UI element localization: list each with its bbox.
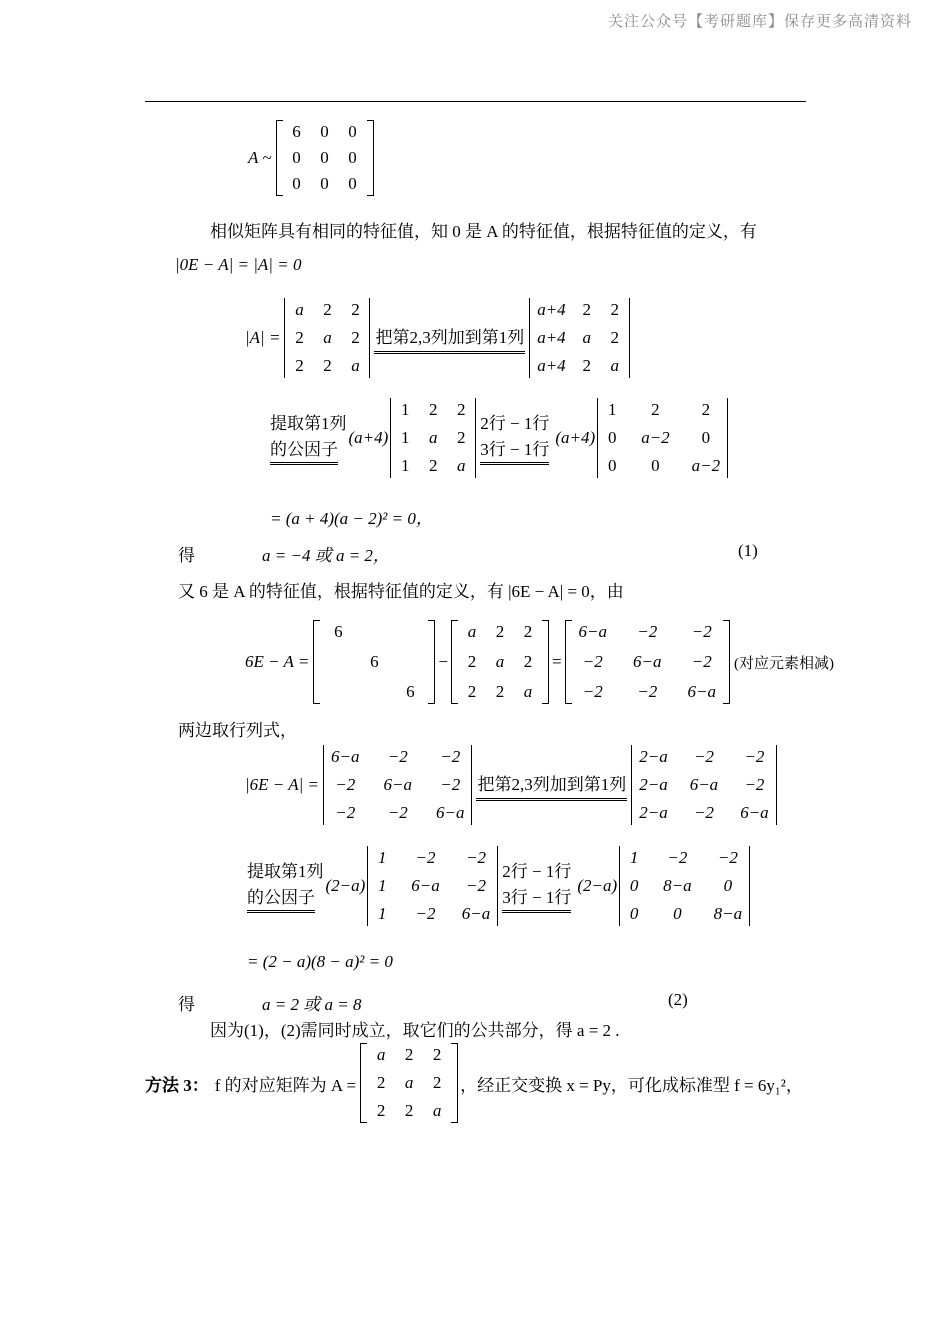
matrix-cell: −2 [691, 652, 712, 671]
matrix-cell: 1 [607, 400, 617, 419]
matrix-6E-minus-A [565, 620, 730, 704]
matrix-cell: 6−a [740, 803, 769, 822]
det-matrix-triangular [597, 398, 728, 478]
matrix-cell: 6−a [435, 803, 465, 822]
matrix-cell: 6−a [411, 876, 440, 895]
minus-sign: − [438, 652, 448, 671]
matrix-cell: 2 [432, 1073, 442, 1092]
header-rule [145, 101, 806, 102]
eq-similar-lhs: A ~ [248, 148, 272, 167]
method3-text-before: f 的对应矩阵为 A = [214, 1075, 357, 1095]
matrix-cell: 2 [351, 300, 360, 319]
matrix-cell: a [610, 356, 619, 375]
matrix-cell: 1 [378, 876, 387, 895]
matrix-cell: 2−a [639, 747, 668, 766]
matrix-cell: a+4 [537, 300, 566, 319]
matrix-cell: 1 [629, 848, 639, 867]
matrix-cell: 0 [607, 428, 617, 447]
matrix-cell: 0 [292, 174, 301, 193]
matrix-cell: a [429, 428, 438, 447]
matrix-cell: 2 [376, 1101, 386, 1120]
matrix-cell: 1 [401, 428, 410, 447]
eq-result-1: = (a + 4)(a − 2)² = 0， [270, 509, 433, 528]
watermark: 关注公众号【考研题库】保存更多高清资料 [608, 12, 913, 30]
matrix-cell: a [351, 356, 360, 375]
matrix-cell: −2 [335, 803, 356, 822]
matrix-cell: 6−a [461, 904, 491, 923]
det-matrix-A-col-added [529, 298, 629, 378]
op-add-columns: 把第2,3列加到第1列 [374, 323, 525, 354]
matrix-cell: 0 [701, 428, 711, 447]
matrix-cell: a−2 [691, 456, 721, 475]
matrix-cell: 6 [370, 652, 379, 671]
matrix-cell [399, 652, 421, 672]
matrix-cell: 0 [348, 174, 357, 193]
det-A-lhs: |A| = [245, 328, 281, 347]
det-matrix-6E-reduced [367, 846, 498, 926]
matrix-cell: 6 [334, 622, 343, 641]
eq-det-zero: |0E − A| = |A| = 0 [175, 255, 302, 274]
matrix-cell: 0 [723, 876, 733, 895]
matrix-cell: 6−a [578, 622, 608, 641]
matrix-cell: a [404, 1073, 414, 1092]
factor-2-minus-a: (2−a) [325, 876, 366, 895]
method3-label: 方法 3： [145, 1075, 209, 1095]
matrix-cell: −2 [717, 848, 738, 867]
matrix-cell [327, 682, 349, 702]
matrix-cell: 2 [523, 622, 533, 641]
matrix-cell: 0 [629, 904, 639, 923]
matrix-cell: −2 [693, 803, 714, 822]
matrix-cell: a [323, 328, 332, 347]
op-row-subtract-2: 2行 − 1行 3行 − 1行 [502, 859, 571, 913]
matrix-cell: 6−a [689, 775, 719, 794]
matrix-cell: 0 [320, 122, 329, 141]
matrix-cell: 2 [523, 652, 533, 671]
got1-expr: a = −4 或 a = 2， [262, 546, 390, 565]
det-matrix-6E-triangular [619, 846, 750, 926]
equation-tag-2: (2) [668, 990, 688, 1009]
matrix-cell: 2 [404, 1101, 414, 1120]
matrix-cell: 0 [629, 876, 639, 895]
matrix-cell: 2−a [639, 775, 668, 794]
matrix-cell: 0 [320, 174, 329, 193]
factor-a-plus-4-repeat: (a+4) [555, 428, 596, 447]
eq-result-2: = (2 − a)(8 − a)² = 0 [247, 952, 393, 971]
op-extract-factor-2: 提取第1列 的公因子 [247, 859, 324, 913]
matrix-cell: −2 [667, 848, 688, 867]
matrix-cell: −2 [387, 803, 408, 822]
matrix-cell: 2 [295, 356, 304, 375]
matrix-cell: 6−a [383, 775, 412, 794]
op-row-subtract: 2行 − 1行 3行 − 1行 [480, 411, 549, 465]
matrix-cell: 6 [292, 122, 301, 141]
matrix-cell: 2 [701, 400, 711, 419]
equals-sign: = [551, 652, 562, 671]
matrix-cell: −2 [440, 775, 461, 794]
matrix-cell: 0 [320, 148, 329, 167]
matrix-A [451, 620, 549, 704]
matrix-cell: a [376, 1045, 386, 1064]
eq-det-A [245, 298, 630, 378]
matrix-cell: −2 [466, 848, 487, 867]
matrix-cell: 2 [582, 356, 591, 375]
got2-label: 得 [178, 995, 195, 1014]
matrix-cell: 0 [651, 456, 660, 475]
eq-det-6E [245, 745, 777, 825]
matrix-cell: a [295, 300, 304, 319]
matrix-cell: a+4 [537, 328, 566, 347]
matrix-cell: a [432, 1101, 442, 1120]
method3-text-after: ，经正交变换 x = Py，可化成标准型 f = 6y₁²， [460, 1075, 803, 1095]
matrix-cell: 2 [429, 400, 438, 419]
matrix-cell: −2 [335, 775, 356, 794]
matrix-cell: 2 [467, 652, 477, 671]
matrix-cell: −2 [466, 876, 487, 895]
matrix-cell: 2 [651, 400, 660, 419]
matrix-A-method3 [360, 1043, 458, 1123]
matrix-cell: a [457, 456, 466, 475]
para-similar-eigen: 相似矩阵具有相同的特征值，知 0 是 A 的特征值，根据特征值的定义，有 [210, 222, 757, 241]
para-eigen-6: 又 6 是 A 的特征值，根据特征值的定义，有 |6E − A| = 0，由 [178, 582, 624, 601]
matrix-cell: a [495, 652, 505, 671]
matrix-diag6 [276, 120, 374, 196]
eq-6E-minus-A [245, 620, 834, 704]
matrix-cell: 0 [673, 904, 682, 923]
matrix-cell: −2 [693, 747, 714, 766]
matrix-cell: −2 [440, 747, 461, 766]
matrix-cell: −2 [582, 682, 603, 701]
got1-label: 得 [178, 546, 195, 565]
matrix-cell: −2 [582, 652, 603, 671]
matrix-cell: −2 [637, 622, 658, 641]
det-matrix-6E [323, 745, 472, 825]
matrix-cell: 2 [432, 1045, 442, 1064]
matrix-cell: 2 [295, 328, 304, 347]
matrix-cell: −2 [744, 775, 765, 794]
matrix-cell: 2 [404, 1045, 414, 1064]
matrix-cell: −2 [691, 622, 712, 641]
matrix-cell: a [467, 622, 477, 641]
matrix-cell: −2 [637, 682, 658, 701]
matrix-cell: 1 [378, 848, 387, 867]
matrix-cell: 8−a [713, 904, 743, 923]
matrix-cell [363, 682, 385, 702]
matrix-cell: 1 [401, 456, 410, 475]
eq-6E-lhs: 6E − A = [245, 652, 310, 671]
matrix-cell: 2 [495, 622, 505, 641]
matrix-cell: 1 [401, 400, 410, 419]
matrix-cell: 1 [378, 904, 387, 923]
matrix-cell: 2−a [639, 803, 668, 822]
para-take-det: 两边取行列式， [178, 721, 297, 740]
eq-det-A-factor [270, 398, 728, 478]
matrix-cell: 0 [348, 122, 357, 141]
matrix-6E [313, 620, 435, 704]
para-conclusion: 因为(1)，(2)需同时成立，取它们的公共部分，得 a = 2 . [210, 1021, 620, 1040]
matrix-cell [363, 622, 385, 642]
matrix-cell [399, 622, 421, 642]
eq-similar [248, 120, 374, 196]
matrix-cell: a−2 [641, 428, 670, 447]
matrix-cell: 2 [323, 356, 332, 375]
matrix-cell: 6−a [687, 682, 716, 701]
eq-det-6E-factor [247, 846, 750, 926]
matrix-cell: 0 [607, 456, 617, 475]
matrix-cell: −2 [744, 747, 765, 766]
matrix-cell: 2 [429, 456, 438, 475]
matrix-cell: 2 [457, 428, 466, 447]
matrix-cell: −2 [415, 904, 436, 923]
op-extract-factor: 提取第1列 的公因子 [270, 411, 347, 465]
equation-tag-1: (1) [738, 541, 758, 560]
matrix-cell: 2 [457, 400, 466, 419]
matrix-cell: a+4 [537, 356, 566, 375]
matrix-cell: −2 [387, 747, 408, 766]
op-add-columns-2: 把第2,3列加到第1列 [476, 770, 627, 801]
matrix-cell: a [582, 328, 591, 347]
matrix-cell: 2 [323, 300, 332, 319]
matrix-cell: 2 [610, 328, 619, 347]
factor-a-plus-4: (a+4) [348, 428, 389, 447]
matrix-cell: 2 [376, 1073, 386, 1092]
matrix-cell: 8−a [663, 876, 692, 895]
det-matrix-reduced [390, 398, 476, 478]
matrix-cell: −2 [415, 848, 436, 867]
factor-2-minus-a-repeat: (2−a) [577, 876, 618, 895]
matrix-cell: 0 [348, 148, 357, 167]
method3-line [145, 1043, 803, 1123]
matrix-cell: 6−a [331, 747, 360, 766]
note-elementwise: (对应元素相减) [734, 655, 834, 672]
matrix-cell [327, 652, 349, 672]
matrix-cell: 2 [495, 682, 505, 701]
det-matrix-A [284, 298, 370, 378]
matrix-cell: 0 [292, 148, 301, 167]
det-matrix-6E-col-added [631, 745, 776, 825]
matrix-cell: 2 [467, 682, 477, 701]
got2-expr: a = 2 或 a = 8 [262, 995, 362, 1014]
matrix-cell: a [523, 682, 533, 701]
matrix-cell: 2 [351, 328, 360, 347]
det-6E-lhs: |6E − A| = [245, 775, 320, 794]
matrix-cell: 2 [582, 300, 591, 319]
matrix-cell: 6−a [633, 652, 662, 671]
matrix-cell: 6 [406, 682, 415, 701]
matrix-cell: 2 [610, 300, 619, 319]
